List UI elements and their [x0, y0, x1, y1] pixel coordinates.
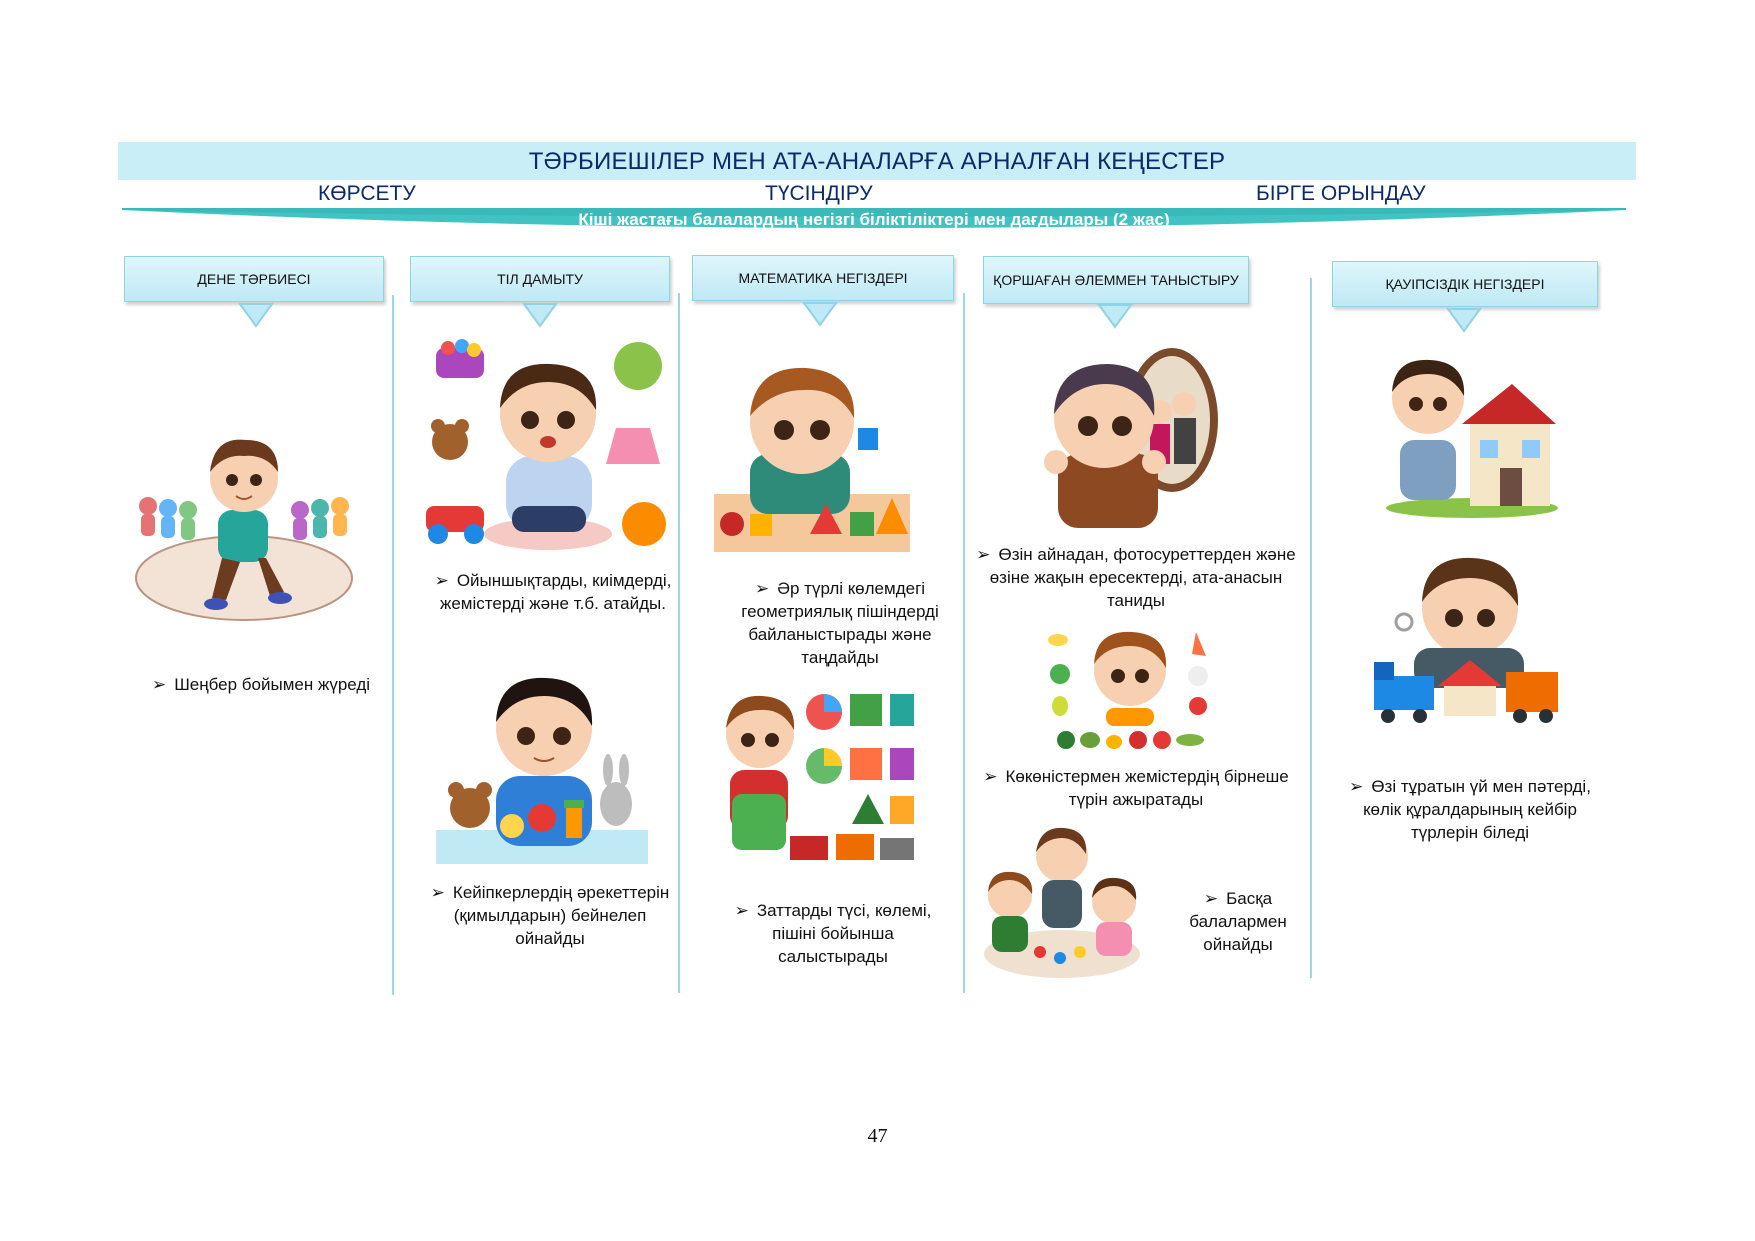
bullet-arrow-icon: ➢ — [1349, 777, 1364, 796]
down-arrow-icon — [1446, 307, 1482, 333]
column-divider — [392, 295, 394, 995]
heading-physical-education: ДЕНЕ ТӘРБИЕСІ — [124, 256, 384, 302]
heading-safety-basics: ҚАУІПСІЗДІК НЕГІЗДЕРІ — [1332, 261, 1598, 307]
page-title: ТӘРБИЕШІЛЕР МЕН АТА-АНАЛАРҒА АРНАЛҒАН КЕҢЕСТЕР — [528, 148, 1226, 175]
method-show: КӨРСЕТУ — [318, 182, 416, 205]
bullet-arrow-icon: ➢ — [976, 545, 991, 564]
list-item: ➢ Шеңбер бойымен жүреді — [151, 675, 371, 694]
down-arrow-icon — [802, 301, 838, 327]
illustration-child-colored-shapes-trucks — [716, 684, 916, 880]
bullet-arrow-icon: ➢ — [151, 675, 167, 694]
age-band-text: Кіші жастағы балалардың негізгі біліктіліктері мен дағдылары (2 жас) — [578, 210, 1170, 229]
column-divider — [678, 293, 680, 993]
illustration-children-playing-together — [980, 822, 1140, 980]
down-arrow-icon — [522, 302, 558, 328]
illustration-child-walking-circle — [130, 410, 358, 630]
page-number: 47 — [867, 1125, 888, 1147]
list-item: ➢ Өзін айнадан, фотосуреттерден және өзіне жақын ересектерді, ата-анасын таниды — [976, 545, 1296, 610]
list-item: ➢ Кейіпкерлердің әрекеттерін (қимылдарын) бейнелеп ойнайды — [430, 883, 670, 948]
title-banner — [118, 142, 1636, 180]
illustration-child-mirror-family — [1034, 342, 1220, 528]
bullet-arrow-icon: ➢ — [430, 883, 445, 902]
illustration-child-toys-fruits — [420, 338, 670, 556]
heading-world-introduction: ҚОРШАҒАН ӘЛЕММЕН ТАНЫСТЫРУ — [983, 256, 1249, 304]
method-explain: ТҮСІНДІРУ — [765, 182, 873, 205]
illustration-child-geometric-shapes — [714, 358, 910, 552]
bullet-arrow-icon: ➢ — [734, 901, 749, 920]
list-item: ➢ Өзі тұратын үй мен пәтерді, көлік құралдарының кейбір түрлерін біледі — [1349, 777, 1591, 842]
down-arrow-icon — [1097, 303, 1133, 329]
column-divider — [963, 293, 965, 993]
list-item: ➢ Көкөністермен жемістердің бірнеше түрін ажыратады — [983, 767, 1289, 809]
bullet-arrow-icon: ➢ — [754, 579, 770, 598]
bullet-arrow-icon: ➢ — [1203, 889, 1219, 908]
heading-speech-development: ТІЛ ДАМЫТУ — [410, 256, 670, 302]
column-divider — [1310, 278, 1312, 978]
list-item: ➢ Заттарды түсі, көлемі, пішіні бойынша салыстырады — [734, 901, 932, 966]
down-arrow-icon — [238, 302, 274, 328]
illustration-child-vegetables-fruits — [1046, 622, 1214, 754]
method-do-together: БІРГЕ ОРЫНДАУ — [1256, 182, 1426, 205]
list-item: ➢ Басқа балалармен ойнайды — [1189, 889, 1287, 954]
illustration-child-with-house — [1376, 350, 1558, 522]
list-item: ➢ Ойыншықтарды, киімдерді, жемістерді және т.б. атайды. — [434, 571, 672, 613]
bullet-arrow-icon: ➢ — [434, 571, 449, 590]
illustration-child-keys-house-trucks — [1374, 552, 1560, 730]
bullet-arrow-icon: ➢ — [983, 767, 998, 786]
illustration-child-playing-toys — [436, 658, 648, 864]
list-item: ➢ Әр түрлі көлемдегі геометриялық пішіндерді байланыстырады және таңдайды — [741, 579, 939, 667]
heading-math-basics: МАТЕМАТИКА НЕГІЗДЕРІ — [692, 255, 954, 301]
age-band — [122, 206, 1626, 238]
